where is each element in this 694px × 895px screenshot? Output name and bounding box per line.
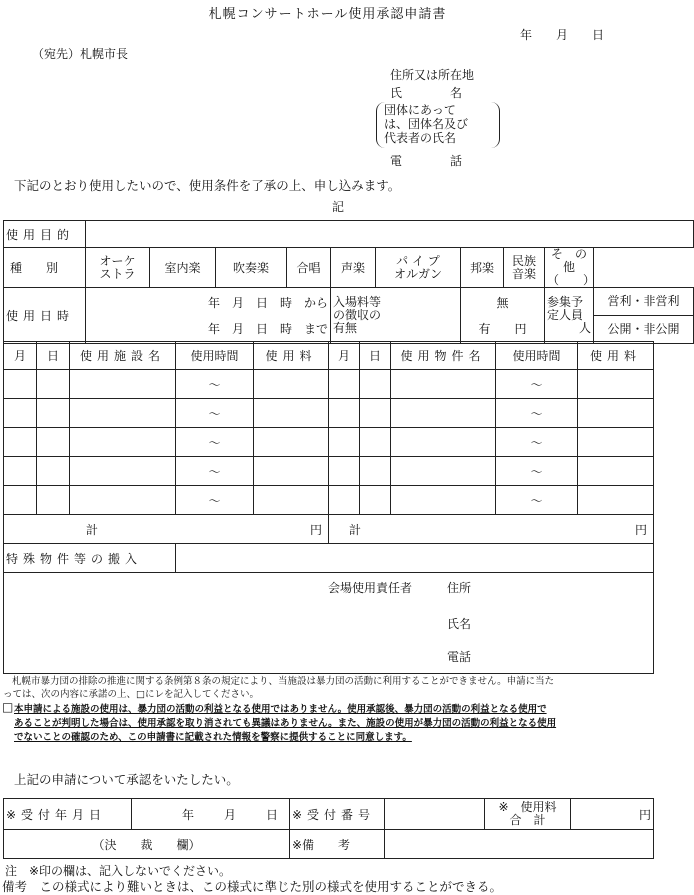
- application-date: 年 月 日: [520, 28, 605, 42]
- header-time-2: 使用時間: [496, 342, 578, 370]
- header-fee-2: 使用料: [578, 342, 654, 370]
- type-hogaku[interactable]: 邦楽: [461, 248, 504, 288]
- facility-cell[interactable]: [70, 457, 176, 486]
- time-cell[interactable]: ～: [496, 399, 578, 428]
- time-cell[interactable]: ～: [496, 457, 578, 486]
- month-cell[interactable]: [4, 399, 37, 428]
- facility-cell[interactable]: [70, 486, 176, 515]
- type-other-paren: （ ）: [547, 273, 596, 287]
- purpose-label: 使用目的: [4, 221, 86, 248]
- header-day-2: 日: [360, 342, 391, 370]
- responsible-person[interactable]: [4, 573, 654, 674]
- usage-info-table: [3, 220, 694, 344]
- equipment-cell[interactable]: [391, 486, 496, 515]
- fee-cell[interactable]: [578, 399, 654, 428]
- month-cell[interactable]: [4, 457, 37, 486]
- day-cell[interactable]: [360, 428, 391, 457]
- form-title: 札幌コンサートホール使用承認申請書: [208, 7, 447, 22]
- applicant-phone-label: 電 話: [390, 154, 463, 168]
- time-cell[interactable]: ～: [496, 486, 578, 515]
- ki-label: 記: [332, 200, 345, 214]
- addressee: （宛先）札幌市長: [32, 47, 129, 61]
- type-ethnic[interactable]: 民族 音楽: [504, 248, 545, 288]
- admission-label: [331, 288, 461, 344]
- attendance-line-2: 定人員: [547, 308, 584, 322]
- fee-cell[interactable]: [254, 370, 329, 399]
- special-items-field[interactable]: [176, 544, 654, 573]
- month-cell[interactable]: [329, 428, 360, 457]
- time-cell[interactable]: ～: [176, 428, 254, 457]
- org-note-3: 代表者の氏名: [384, 131, 457, 145]
- responsible-phone: 電話: [447, 650, 472, 664]
- fee-cell[interactable]: [578, 370, 654, 399]
- datetime-label: 使用日時: [4, 288, 86, 344]
- header-month-2: 月: [329, 342, 360, 370]
- attendance[interactable]: [545, 288, 594, 344]
- receipt-date-field[interactable]: 年 月 日: [132, 799, 290, 830]
- day-cell[interactable]: [360, 486, 391, 515]
- remarks-field[interactable]: [385, 830, 654, 859]
- table-row: [4, 486, 654, 515]
- applicant-address-label: 住所又は所在地: [390, 68, 475, 82]
- fee-cell[interactable]: [578, 457, 654, 486]
- header-time: 使用時間: [176, 342, 254, 370]
- type-chamber[interactable]: 室内楽: [150, 248, 216, 288]
- day-cell[interactable]: [37, 457, 70, 486]
- public-choice: 公開・非公開: [607, 322, 680, 336]
- table-row: [4, 457, 654, 486]
- type-orchestra[interactable]: オーケ ストラ: [86, 248, 150, 288]
- admission-line-2: の徴収の: [333, 308, 382, 322]
- profit-public[interactable]: [594, 288, 694, 344]
- fee-total-line-1: ※ 使用料: [498, 800, 557, 814]
- day-cell[interactable]: [360, 399, 391, 428]
- type-pipe-organ[interactable]: パ イ プ オルガン: [376, 248, 461, 288]
- fee-cell[interactable]: [578, 486, 654, 515]
- facility-total-label: 計: [86, 522, 99, 537]
- month-cell[interactable]: [329, 399, 360, 428]
- table-row: [4, 428, 654, 457]
- header-facility: 使用施設名: [70, 342, 176, 370]
- facility-cell[interactable]: [70, 370, 176, 399]
- footnote: 注 ※印の欄は、記入しないでください。: [5, 864, 232, 878]
- month-cell[interactable]: [329, 370, 360, 399]
- special-items-label: 特殊物件等の搬入: [4, 544, 176, 573]
- table-row: [4, 370, 654, 399]
- responsible-name: 氏名: [447, 617, 472, 631]
- consent-text-2: あることが判明した場合は、使用承認を取り消されても異議はありません。また、施設の使用が暴力団の活動の利益となる使用: [14, 718, 557, 729]
- day-cell[interactable]: [37, 428, 70, 457]
- responsible-address: 住所: [447, 581, 472, 595]
- month-cell[interactable]: [4, 486, 37, 515]
- consent-text-1: 本申請による施設の使用は、暴力団の活動の利益となる使用ではありません。使用承認後、暴力団の活動の利益となる使用で: [14, 704, 547, 715]
- facility-equipment-table: [3, 341, 654, 674]
- type-vocal[interactable]: 声楽: [331, 248, 376, 288]
- attendance-unit: 人: [578, 321, 591, 335]
- equipment-cell[interactable]: [391, 428, 496, 457]
- time-cell[interactable]: ～: [176, 486, 254, 515]
- fee-cell[interactable]: [254, 457, 329, 486]
- purpose-field[interactable]: [86, 221, 694, 248]
- time-cell[interactable]: ～: [496, 370, 578, 399]
- profit-choice: 営利・非営利: [594, 288, 693, 316]
- responsible-label: 会場使用責任者: [328, 581, 413, 595]
- applicant-name-label: 氏 名: [390, 86, 463, 100]
- equipment-cell[interactable]: [391, 370, 496, 399]
- table-header-row: [4, 342, 654, 370]
- type-chorus[interactable]: 合唱: [287, 248, 331, 288]
- org-note-2: は、団体名及び: [384, 117, 469, 131]
- equipment-total-yen: 円: [634, 522, 647, 537]
- month-cell[interactable]: [4, 428, 37, 457]
- approval-text: 上記の申請について承認をいたしたい。: [14, 772, 239, 787]
- month-cell[interactable]: [329, 457, 360, 486]
- attendance-line-1: 参集予: [547, 295, 584, 309]
- month-cell[interactable]: [4, 370, 37, 399]
- org-note-1: 団体にあって: [384, 103, 456, 117]
- intro-text: 下記のとおり使用したいので、使用条件を了承の上、申し込みます。: [14, 178, 401, 193]
- type-other-label: そ の 他: [550, 247, 600, 274]
- day-cell[interactable]: [37, 486, 70, 515]
- remarks-label: ※備 考: [290, 830, 385, 859]
- receipt-no-label: ※受付番号: [290, 799, 385, 830]
- header-month: 月: [4, 342, 37, 370]
- fee-total-label: [485, 799, 571, 830]
- type-wind[interactable]: 吹奏楽: [216, 248, 287, 288]
- fee-cell[interactable]: [254, 486, 329, 515]
- admission-line-3: 有無: [333, 321, 358, 335]
- datetime-field[interactable]: [86, 288, 331, 344]
- fee-total-line-2: 合 計: [509, 813, 546, 827]
- day-cell[interactable]: [37, 370, 70, 399]
- bylaw-text-1: 札幌市暴力団の排除の推進に関する条例第８条の規定により、当施設は暴力団の活動に利用することができません。申請に当た: [12, 676, 555, 687]
- time-cell[interactable]: ～: [496, 428, 578, 457]
- admission-choice[interactable]: [461, 288, 545, 344]
- decision-label: （決 裁 欄）: [4, 830, 290, 859]
- time-cell[interactable]: ～: [176, 370, 254, 399]
- equipment-total-label: 計: [349, 522, 362, 537]
- day-cell[interactable]: [360, 370, 391, 399]
- bylaw-text-2: っては、次の内容に承諾の上、□にレを記入してください。: [3, 689, 259, 700]
- facility-total[interactable]: [4, 515, 329, 544]
- day-cell[interactable]: [37, 399, 70, 428]
- datetime-to: 年 月 日 時 まで: [207, 321, 328, 336]
- admission-none: 無: [496, 295, 509, 310]
- time-cell[interactable]: ～: [176, 457, 254, 486]
- equipment-total[interactable]: [329, 515, 654, 544]
- admission-line-1: 入場料等: [333, 295, 382, 309]
- consent-checkbox[interactable]: □: [2, 700, 14, 714]
- admission-yes: 有 円: [478, 321, 527, 336]
- consent-text-3: でないことの確認のため、この申請書に記載された情報を警察に提供することに同意します。: [14, 732, 412, 743]
- header-day: 日: [37, 342, 70, 370]
- type-other[interactable]: [545, 247, 600, 288]
- fee-cell[interactable]: [254, 428, 329, 457]
- fee-total-field[interactable]: 円: [571, 799, 654, 830]
- type-label: 種 別: [4, 248, 86, 288]
- datetime-from: 年 月 日 時 から: [207, 295, 328, 310]
- office-use-table: [3, 798, 654, 859]
- equipment-cell[interactable]: [391, 457, 496, 486]
- header-equipment: 使用物件名: [391, 342, 496, 370]
- table-row: [4, 399, 654, 428]
- facility-cell[interactable]: [70, 399, 176, 428]
- total-row: [4, 515, 654, 544]
- bikou-note: 備考 この様式により難いときは、この様式に準じた別の様式を使用することができる。: [2, 879, 503, 894]
- month-cell[interactable]: [329, 486, 360, 515]
- day-cell[interactable]: [360, 457, 391, 486]
- receipt-no-field[interactable]: [385, 799, 485, 830]
- time-cell[interactable]: ～: [176, 399, 254, 428]
- facility-cell[interactable]: [70, 428, 176, 457]
- header-fee: 使用料: [254, 342, 329, 370]
- equipment-cell[interactable]: [391, 399, 496, 428]
- fee-cell[interactable]: [578, 428, 654, 457]
- fee-cell[interactable]: [254, 399, 329, 428]
- facility-total-yen: 円: [309, 522, 322, 537]
- receipt-date-label: ※受付年月日: [4, 799, 132, 830]
